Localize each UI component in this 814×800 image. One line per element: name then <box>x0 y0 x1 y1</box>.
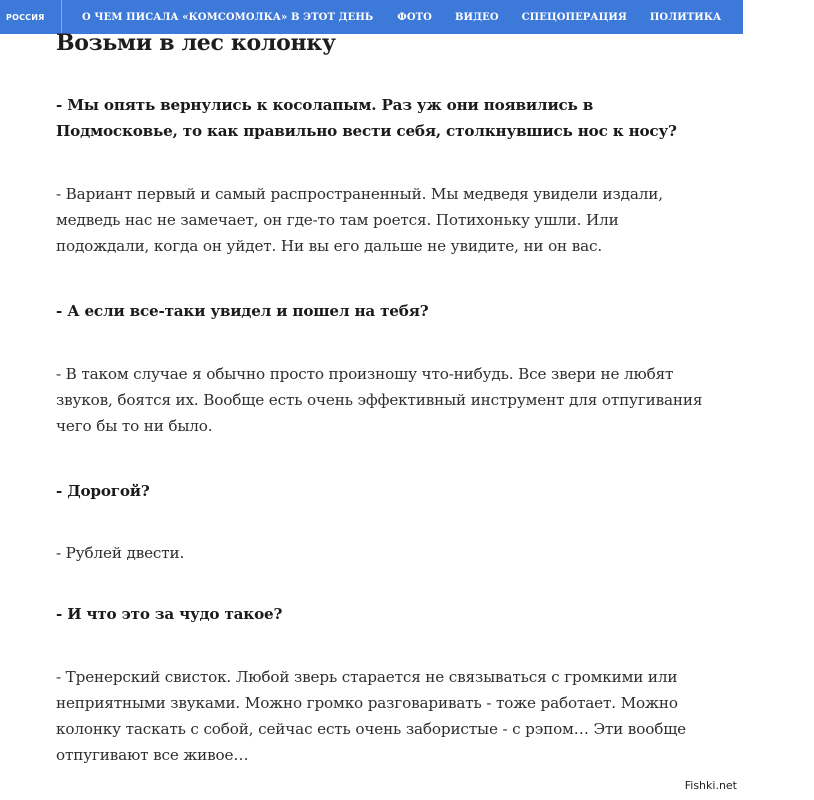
interview-answer: - Тренерский свисток. Любой зверь старается не связываться с громкими или неприятными звуками. Можно громко разговаривать - тоже работает. Можно колонку таскать с собой, сейчас есть очень забористые - с рэпом… Эти вообще отпугивают все живое… <box>56 668 686 764</box>
chevron-down-icon <box>50 14 51 20</box>
interview-answer: - В таком случае я обычно просто произношу что-нибудь. Все звери не любят звуков, боятся их. Вообще есть очень эффективный инструмент для отпугивания чего бы то ни было. <box>56 365 703 435</box>
nav-item-politics[interactable]: ПОЛИТИКА <box>649 11 722 23</box>
article-subheading: Возьми в лес колонку <box>56 30 336 56</box>
interview-question: - И что это за чудо такое? <box>56 605 283 623</box>
nav-item-this-day[interactable]: О ЧЕМ ПИСАЛА «КОМСОМОЛКА» В ЭТОТ ДЕНЬ <box>82 11 374 23</box>
region-selector[interactable] <box>0 0 62 34</box>
interview-answer: - Вариант первый и самый распространенный. Мы медведя увидели издали, медведь нас не замечает, он где-то там роется. Потихоньку ушли. Или подождали, когда он уйдет. Ни вы его дальше не увидите, ни он вас. <box>56 185 663 255</box>
nav-menu <box>62 0 814 34</box>
region-label: РОССИЯ <box>6 12 45 22</box>
interview-answer: - Рублей двести. <box>56 544 185 562</box>
nav-item-video[interactable]: ВИДЕО <box>455 11 499 23</box>
interview-question: - А если все-таки увидел и пошел на тебя? <box>56 302 429 320</box>
nav-item-society[interactable]: ОБЩЕСТВО <box>743 11 814 23</box>
nav-item-photo[interactable]: ФОТО <box>397 11 432 23</box>
nav-item-special-operation[interactable]: СПЕЦОПЕРАЦИЯ <box>521 11 627 23</box>
interview-question: - Дорогой? <box>56 482 150 500</box>
watermark: Fishki.net <box>684 779 737 792</box>
interview-question: - Мы опять вернулись к косолапым. Раз уж они появились в Подмосковье, то как правильно вести себя, столкнувшись нос к носу? <box>56 96 677 140</box>
top-navigation-bar <box>0 0 814 34</box>
